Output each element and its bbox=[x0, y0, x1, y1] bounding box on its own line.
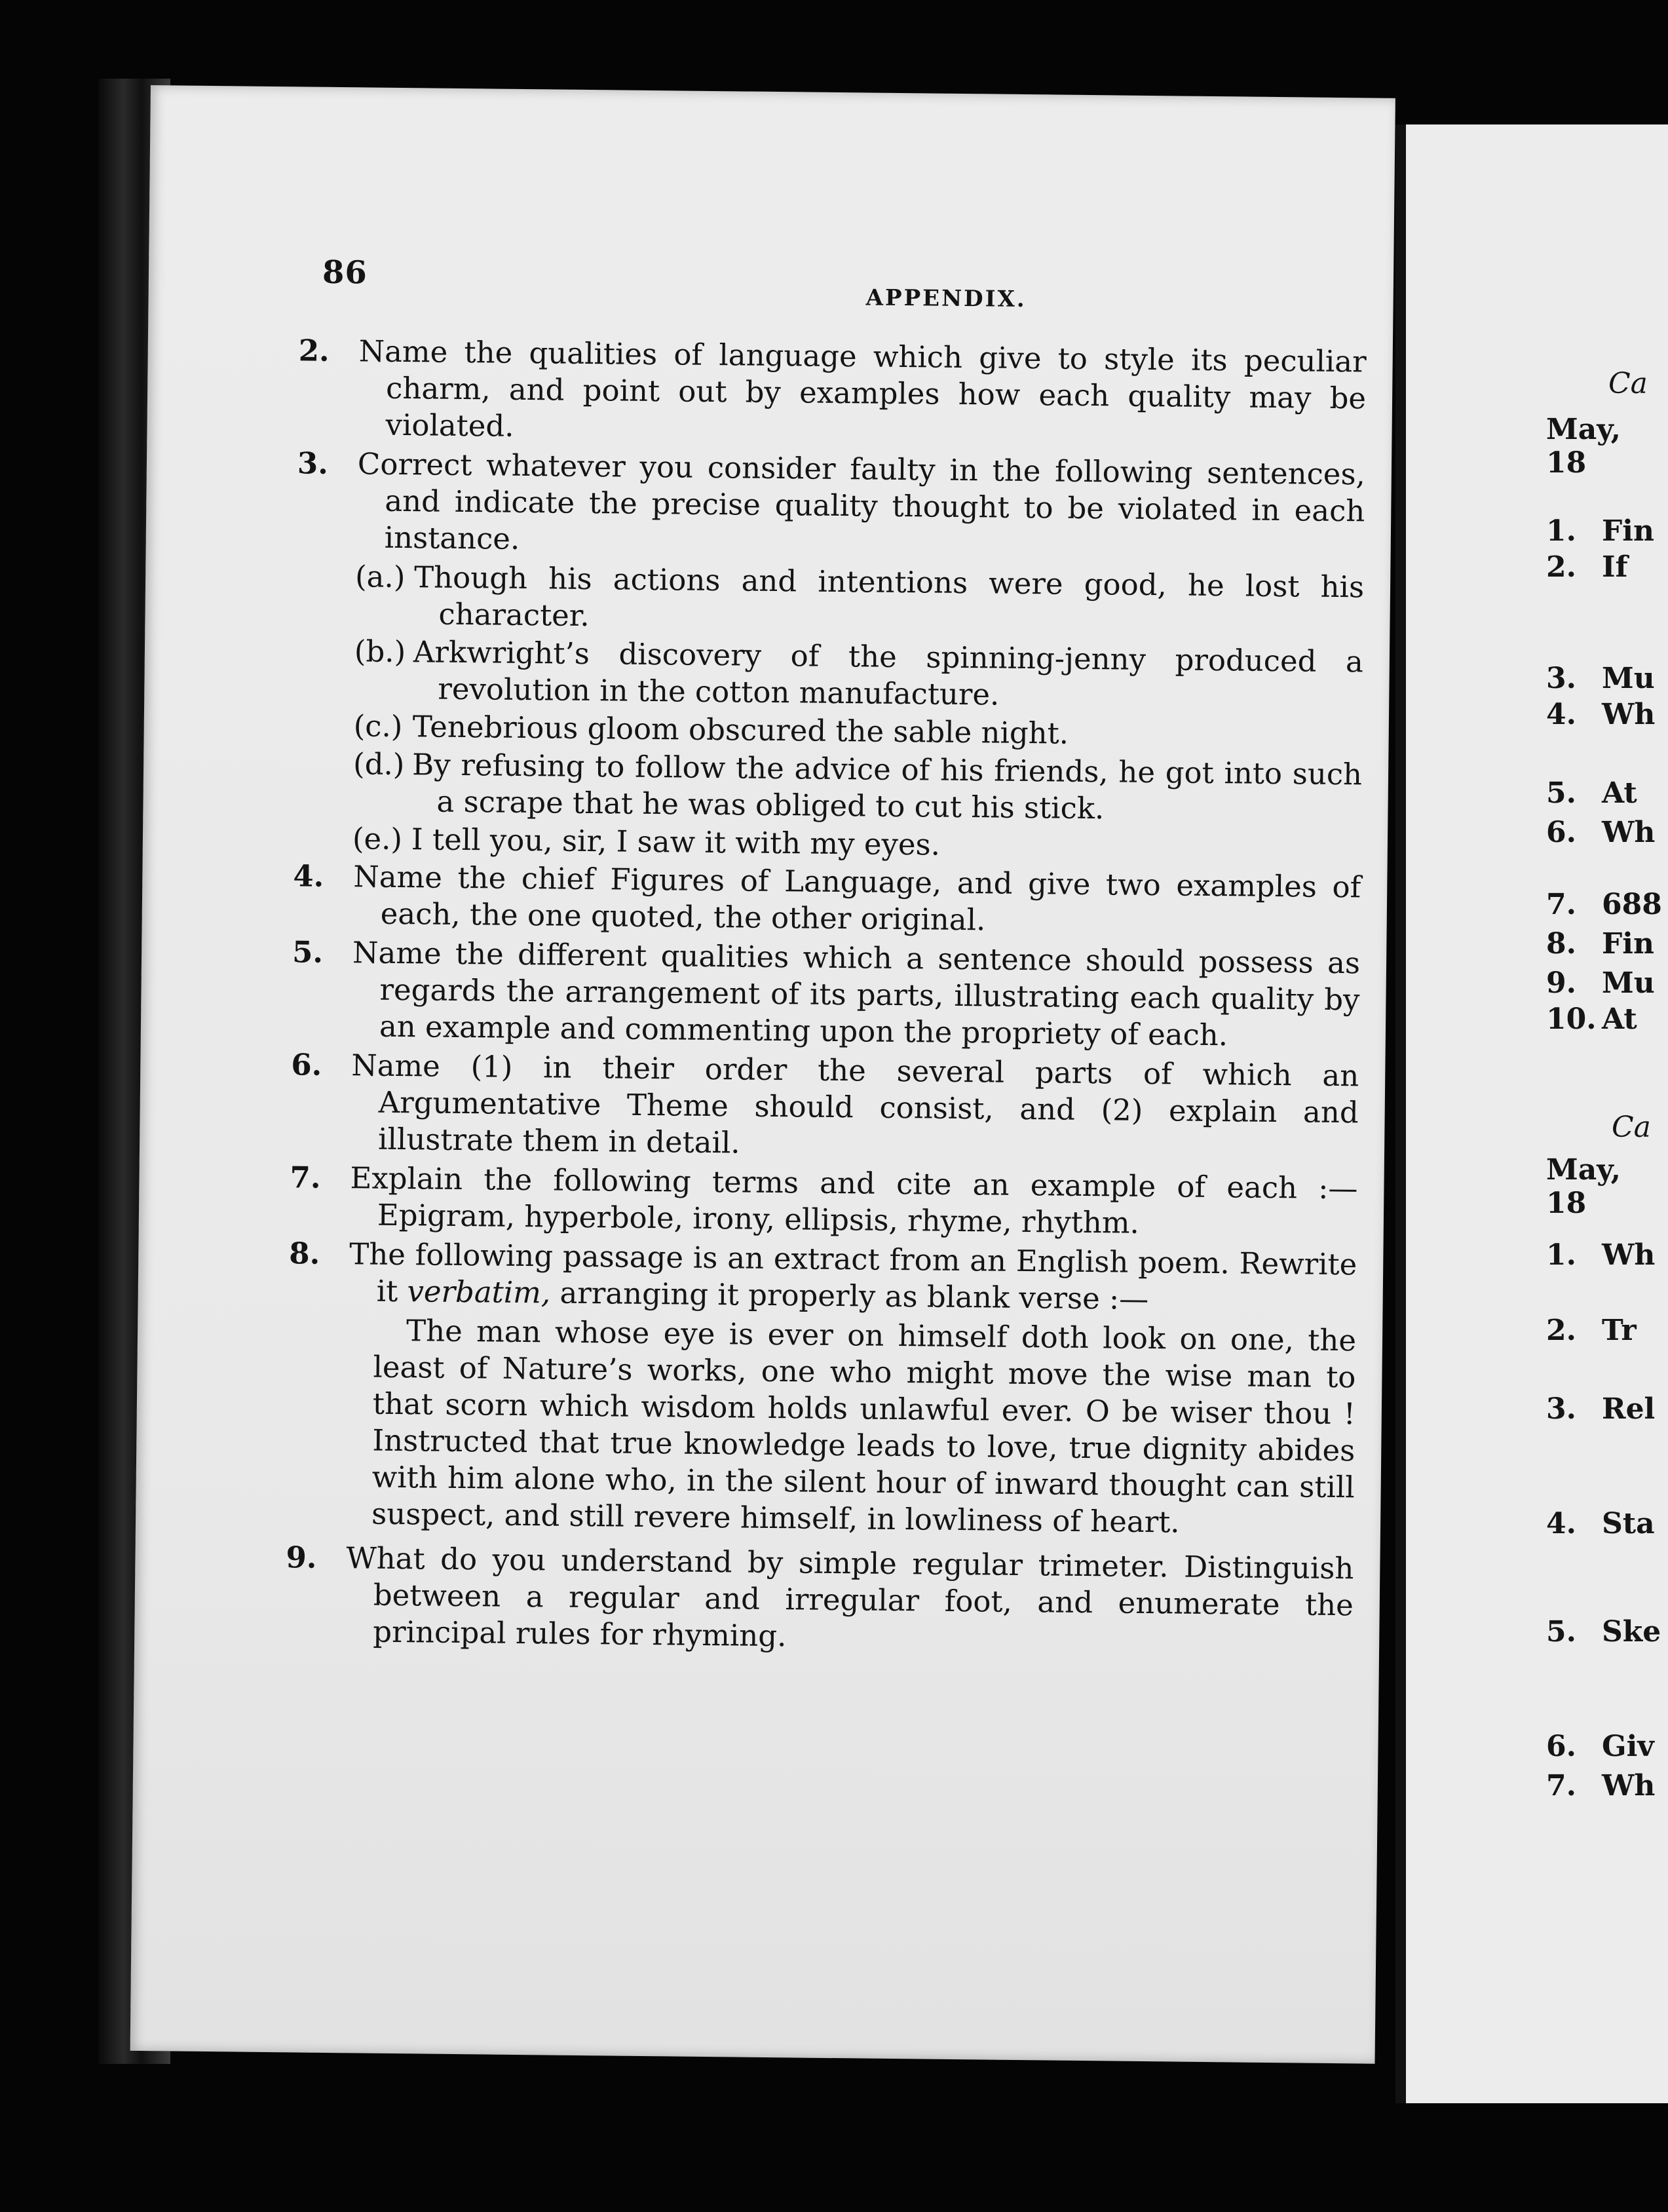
right-word: Sta bbox=[1602, 1507, 1655, 1540]
question-6 bbox=[290, 1046, 1359, 1168]
sub-item-b bbox=[295, 632, 1363, 717]
sub-item-label: (c.) bbox=[353, 708, 403, 744]
right-date-2: May, 18 bbox=[1546, 1153, 1621, 1220]
right-num: 7. bbox=[1546, 1769, 1576, 1802]
question-text: What do you understand by simple regular trimeter. Distinguish between a regular and irregular foot, and enumerate the principal rules for rhyming. bbox=[346, 1540, 1354, 1654]
right-word: At bbox=[1602, 1002, 1637, 1036]
right-word: Wh bbox=[1602, 1769, 1656, 1802]
question-text: Explain the following terms and cite an example of each :— Epigram, hyperbole, irony, ellipsis, rhyme, rhythm. bbox=[350, 1160, 1358, 1240]
page-body bbox=[285, 332, 1367, 1663]
right-word: Tr bbox=[1602, 1314, 1637, 1347]
question-5 bbox=[292, 934, 1361, 1055]
question-8 bbox=[288, 1235, 1357, 1320]
question-text-italic: verbatim, bbox=[407, 1274, 551, 1310]
question-number: 8. bbox=[289, 1236, 320, 1271]
question-2 bbox=[297, 332, 1367, 453]
question-4 bbox=[292, 858, 1361, 942]
sub-item-text: Arkwright’s discovery of the spinning-jenny produced a revolution in the cotton manufacture. bbox=[413, 634, 1364, 712]
right-word: 688 bbox=[1602, 888, 1662, 921]
question-number: 9. bbox=[286, 1540, 317, 1575]
right-num: 10. bbox=[1546, 1002, 1597, 1036]
sub-item-label: (d.) bbox=[352, 746, 405, 782]
right-word: Rel bbox=[1602, 1392, 1656, 1426]
right-num: 1. bbox=[1546, 514, 1576, 548]
page-header bbox=[322, 254, 1371, 324]
sub-item-label: (e.) bbox=[352, 821, 403, 857]
right-word: Mu bbox=[1602, 966, 1655, 1000]
left-page bbox=[130, 85, 1395, 2064]
right-num: 8. bbox=[1546, 927, 1576, 961]
sub-item-text: By refusing to follow the advice of his friends, he got into such a scrape that he was obliged to cut his stick. bbox=[411, 747, 1363, 826]
question-text: Name the qualities of language which give to style its peculiar charm, and point out by examples how each quality may be violated. bbox=[358, 334, 1367, 444]
right-num: 2. bbox=[1546, 1314, 1576, 1347]
right-word: At bbox=[1602, 776, 1637, 810]
question-7 bbox=[290, 1159, 1358, 1244]
question-text: Correct whatever you consider faulty in the following sentences, and indicate the precise quality thought to be violated in each instance. bbox=[357, 446, 1366, 556]
right-num: 5. bbox=[1546, 776, 1576, 810]
right-word: Mu bbox=[1602, 662, 1655, 695]
question-text bbox=[349, 1236, 1357, 1320]
question-number: 4. bbox=[293, 858, 324, 894]
question-number: 3. bbox=[297, 446, 329, 481]
right-num: 2. bbox=[1546, 550, 1576, 584]
right-word: Ske bbox=[1602, 1615, 1661, 1649]
right-word: Giv bbox=[1602, 1730, 1654, 1763]
right-word: Wh bbox=[1602, 698, 1656, 731]
sub-item-label: (a.) bbox=[354, 559, 406, 595]
question-text-end: arranging it properly as blank verse :— bbox=[550, 1275, 1149, 1317]
right-word: Wh bbox=[1602, 816, 1656, 849]
sub-item-text: I tell you, sir, I saw it with my eyes. bbox=[411, 822, 941, 862]
sub-item-a bbox=[295, 558, 1364, 642]
right-num: 3. bbox=[1546, 1392, 1576, 1426]
poem-passage: The man whose eye is ever on himself doth look on one, the least of Nature’s works, one who might move the wise man to that scorn which wisdom holds unlawful ever. O be wiser thou ! Instructed that true knowledge leads to love, true dignity abides with him alone who, in the silent hour of inward thought can still suspect, and still revere himself, in lowliness of heart. bbox=[371, 1313, 1357, 1540]
right-word: If bbox=[1602, 550, 1628, 584]
running-head: APPENDIX. bbox=[865, 284, 1027, 313]
sub-item-text: Tenebrious gloom obscured the sable night. bbox=[412, 709, 1069, 751]
right-num: 6. bbox=[1546, 1730, 1576, 1763]
question-number: 2. bbox=[298, 333, 330, 368]
question-number: 5. bbox=[292, 934, 324, 970]
page-number: 86 bbox=[322, 254, 368, 292]
right-word: Fin bbox=[1602, 514, 1654, 548]
question-text-start: The following passage is an extract from an English poem. Rewrite it bbox=[349, 1236, 1357, 1309]
right-num: 3. bbox=[1546, 662, 1576, 695]
question-number: 6. bbox=[291, 1047, 322, 1082]
right-date-1: May, 18 bbox=[1546, 413, 1621, 480]
question-number: 7. bbox=[290, 1160, 321, 1195]
right-num: 4. bbox=[1546, 1507, 1576, 1540]
sub-item-label: (b.) bbox=[354, 634, 406, 670]
right-num: 6. bbox=[1546, 816, 1576, 849]
right-heading-2: Ca bbox=[1612, 1111, 1651, 1144]
question-text: Name (1) in their order the several parts of which an Argumentative Theme should consist, and (2) explain and illustrate them in detail. bbox=[351, 1048, 1359, 1160]
right-num: 9. bbox=[1546, 966, 1576, 1000]
right-num: 5. bbox=[1546, 1615, 1576, 1649]
question-3 bbox=[297, 445, 1366, 566]
question-9 bbox=[285, 1539, 1354, 1660]
question-text: Name the different qualities which a sentence should possess as regards the arrangement of its parts, illustrating each quality by an example and commenting upon the propriety of each. bbox=[352, 935, 1361, 1053]
right-word: Wh bbox=[1602, 1238, 1656, 1272]
right-heading-1: Ca bbox=[1608, 367, 1648, 400]
right-num: 1. bbox=[1546, 1238, 1576, 1272]
sub-item-text: Though his actions and intentions were good, he lost his character. bbox=[413, 560, 1365, 634]
sub-item-d bbox=[294, 745, 1362, 830]
right-num: 4. bbox=[1546, 698, 1576, 731]
right-word: Fin bbox=[1602, 927, 1654, 961]
right-num: 7. bbox=[1546, 888, 1576, 921]
question-text: Name the chief Figures of Language, and give two examples of each, the one quoted, the other original. bbox=[353, 859, 1361, 938]
